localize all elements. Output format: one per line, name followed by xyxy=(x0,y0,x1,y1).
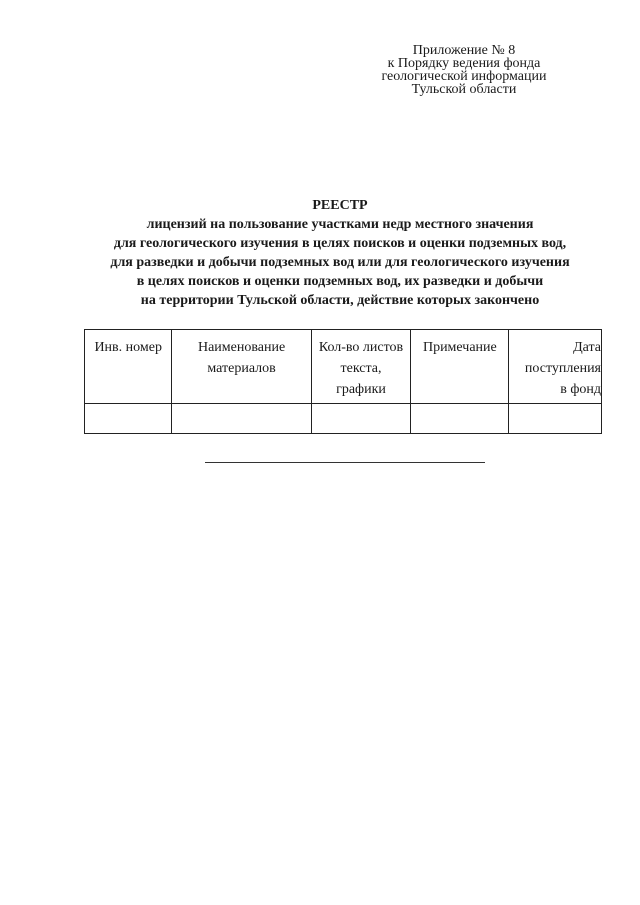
title-line: в целях поисков и оценки подземных вод, их разведки и добычи xyxy=(136,274,544,289)
header-text: Дата xyxy=(573,340,601,355)
header-inv-number xyxy=(85,330,172,404)
title-line: лицензий на пользование участками недр местного значения xyxy=(146,217,534,232)
header-note xyxy=(411,330,509,404)
appendix-reference xyxy=(354,44,574,96)
header-text: Наименование xyxy=(197,340,286,355)
header-text: графики xyxy=(336,382,386,397)
register-table xyxy=(84,329,602,434)
table-cell xyxy=(85,404,172,434)
appendix-line: Тульской области xyxy=(411,82,517,97)
header-text: в фонд xyxy=(560,382,601,397)
header-material-name xyxy=(172,330,311,404)
table-cell xyxy=(172,404,311,434)
table-header-row xyxy=(85,330,602,404)
header-text: текста, xyxy=(340,361,382,376)
table-cell xyxy=(311,404,410,434)
title-heading: РЕЕСТР xyxy=(312,198,368,213)
title-line: для геологического изучения в целях поисков и оценки подземных вод, xyxy=(113,236,567,251)
header-text: поступления xyxy=(524,361,601,376)
header-receipt-date xyxy=(509,330,602,404)
header-sheet-count xyxy=(311,330,410,404)
header-text: материалов xyxy=(207,361,276,376)
table-cell xyxy=(509,404,602,434)
table-cell xyxy=(411,404,509,434)
appendix-line: к Порядку ведения фонда xyxy=(387,56,541,71)
table-row xyxy=(85,404,602,434)
header-text: Примечание xyxy=(422,340,497,355)
title-line: на территории Тульской области, действие которых закончено xyxy=(140,293,540,308)
document-title xyxy=(70,196,610,310)
appendix-number: Приложение № 8 xyxy=(412,43,516,58)
title-line: для разведки и добычи подземных вод или для геологического изучения xyxy=(110,255,570,270)
header-text: Инв. номер xyxy=(94,340,162,355)
end-separator-line xyxy=(205,462,485,463)
appendix-line: геологической информации xyxy=(381,69,547,84)
header-text: Кол-во листов xyxy=(318,340,404,355)
